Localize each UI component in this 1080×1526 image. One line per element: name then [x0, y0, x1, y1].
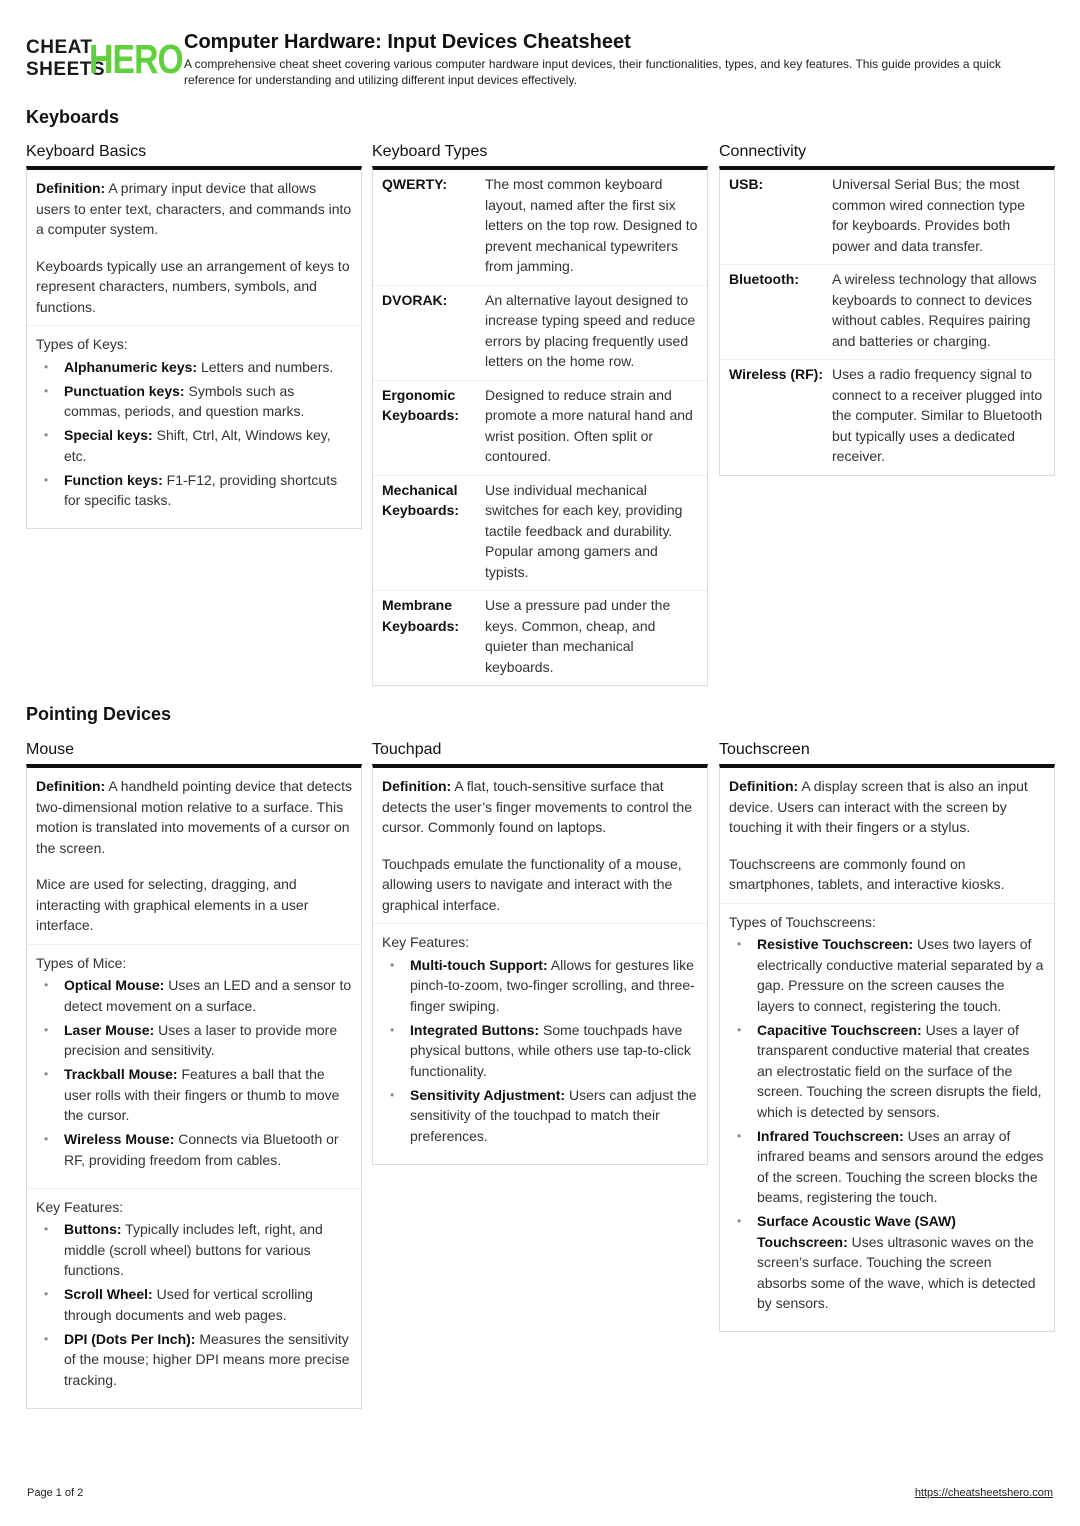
touchscreen-note: Touchscreens are commonly found on smartphones, tablets, and interactive kiosks.: [729, 855, 1005, 892]
list-item: [757, 1126, 1045, 1208]
item-label: Punctuation keys:: [64, 382, 185, 399]
definition-text: A display screen that is also an input device. Users can interact with the screen by touching it with their fingers or a stylus.: [729, 778, 1028, 835]
item-label: Multi-touch Support:: [410, 956, 548, 973]
keyboard-types-title: Keyboard Types: [372, 143, 488, 160]
item-label: Alphanumeric keys:: [64, 358, 198, 375]
item-label: Wireless Mouse:: [64, 1131, 175, 1147]
item-text: Symbols such as commas, periods, and question marks.: [64, 382, 305, 419]
item-text: Uses ultrasonic waves on the screen’s surface. Touching the screen absorbs some of the wave, which is detected by sensors.: [757, 1233, 1036, 1311]
mouse-definition: [36, 776, 352, 858]
key-types-list: [36, 357, 352, 511]
item-text: Uses a laser to provide more precision and sensitivity.: [64, 1021, 338, 1058]
item-label: Special keys:: [64, 427, 153, 443]
site-link[interactable]: https://cheatsheetshero.com: [914, 1487, 1053, 1499]
keyboard-key-types-block: [27, 326, 361, 528]
keyboard-basics-title: Keyboard Basics: [26, 143, 147, 160]
item-text: Uses an array of infrared beams and sensors around the edges of the screen. Touching the screen blocks the beams, registering the touch.: [757, 1127, 1044, 1205]
page-header: [26, 30, 1056, 90]
page-subtitle: A comprehensive cheat sheet covering various computer hardware input devices, their functionalities, types, and key features. This guide provides a quick reference for understanding and utilizing different input devices effectively.: [184, 57, 1001, 87]
table-row: [373, 476, 707, 592]
row-term: Wireless (RF):: [729, 366, 824, 382]
item-text: Letters and numbers.: [197, 358, 334, 375]
row-term: USB:: [729, 176, 764, 192]
connectivity-card: [719, 166, 1055, 476]
touchpad-features-block: [373, 924, 707, 1164]
table-row: [373, 381, 707, 476]
item-label: Resistive Touchscreen:: [757, 936, 914, 952]
item-label: Infrared Touchscreen:: [757, 1127, 904, 1144]
touchpad-features-list: [382, 955, 698, 1147]
row-desc: Use a pressure pad under the keys. Common, cheap, and quieter than mechanical keyboards.: [485, 597, 671, 675]
list-item: [64, 381, 352, 422]
row-term: Membrane Keyboards:: [382, 597, 460, 634]
touchscreen-types-heading: Types of Touchscreens:: [729, 913, 876, 930]
list-item: [64, 1129, 352, 1170]
keyboard-note: Keyboards typically use an arrangement of keys to represent characters, numbers, symbols, and functions.: [36, 257, 350, 315]
logo-sheets-text: SHEETS: [26, 59, 106, 80]
definition-label: Definition:: [36, 778, 106, 794]
logo-hero-text: HERO: [89, 36, 183, 82]
row-desc: An alternative layout designed to increase typing speed and reduce errors by placing frequently used letters on the home row.: [485, 291, 696, 369]
touchscreen-definition-block: [720, 768, 1054, 904]
row-term: DVORAK:: [382, 291, 448, 308]
item-label: DPI (Dots Per Inch):: [64, 1330, 196, 1347]
row-desc: Use individual mechanical switches for each key, providing tactile feedback and durability. Popular among gamers and typists.: [485, 481, 683, 580]
row-desc: A wireless technology that allows keyboards to connect to devices without cables. Requires pairing and batteries or charging.: [832, 271, 1037, 349]
definition-text: A handheld pointing device that detects two-dimensional motion relative to a surface. This motion is translated into movements of a cursor on the screen.: [36, 778, 352, 856]
list-item: [757, 1020, 1045, 1123]
item-text: Some touchpads have physical buttons, while others use tap-to-click functionality.: [410, 1021, 691, 1079]
item-text: Typically includes left, right, and middle (scroll wheel) buttons for various functions.: [64, 1221, 323, 1278]
list-item: [410, 1085, 698, 1147]
mouse-column: [26, 740, 362, 1409]
list-item: [64, 1219, 352, 1281]
row-desc: Uses a radio frequency signal to connect to a receiver plugged into the computer. Similar to Bluetooth but typically uses a dedicated receiver.: [832, 366, 1043, 464]
definition-label: Definition:: [382, 778, 452, 794]
item-text: Connects via Bluetooth or RF, providing freedom from cables.: [64, 1131, 339, 1168]
table-row: [720, 265, 1054, 360]
table-row: [373, 591, 707, 685]
list-item: [64, 1064, 352, 1126]
keyboard-definition: [36, 178, 352, 240]
mouse-note: Mice are used for selecting, dragging, and interacting with graphical elements in a user interface.: [36, 876, 309, 933]
mouse-types-heading: Types of Mice:: [36, 954, 127, 971]
section-title-keyboards: Keyboards: [26, 107, 120, 127]
section-title-pointing-devices: Pointing Devices: [26, 704, 172, 724]
keyboard-basics-column: [26, 142, 362, 529]
key-types-heading: Types of Keys:: [36, 336, 128, 352]
list-item: [64, 1329, 352, 1391]
touchpad-column: [372, 740, 708, 1165]
mouse-features-list: [36, 1219, 352, 1390]
item-text: Shift, Ctrl, Alt, Windows key, etc.: [64, 427, 331, 464]
touchscreen-types-list: [729, 934, 1045, 1314]
keyboard-types-card: [372, 166, 708, 686]
list-item: [64, 425, 352, 466]
mouse-types-block: [27, 945, 361, 1189]
row-desc: Designed to reduce strain and promote a more natural hand and wrist position. Often split or contoured.: [485, 386, 693, 464]
touchpad-note: Touchpads emulate the functionality of a mouse, allowing users to navigate and interact with the graphical interface.: [382, 855, 682, 913]
item-text: Users can adjust the sensitivity of the touchpad to match their preferences.: [410, 1086, 697, 1144]
mouse-features-block: [27, 1189, 361, 1408]
touchscreen-types-block: [720, 904, 1054, 1332]
row-term: Bluetooth:: [729, 271, 799, 287]
row-term: QWERTY:: [382, 176, 448, 192]
item-text: Features a ball that the user rolls with their fingers or thumb to move the cursor.: [64, 1066, 340, 1123]
keyboard-basics-card: [26, 166, 362, 529]
item-label: Scroll Wheel:: [64, 1286, 153, 1302]
list-item: [64, 1020, 352, 1061]
keyboard-basics-definition-block: [27, 170, 361, 326]
item-text: Uses an LED and a sensor to detect movement on a surface.: [64, 977, 352, 1014]
touchpad-definition-block: [373, 768, 707, 924]
touchpad-title: Touchpad: [372, 741, 442, 758]
item-label: Optical Mouse:: [64, 977, 165, 993]
item-text: Used for vertical scrolling through documents and web pages.: [64, 1286, 313, 1323]
list-item: [64, 470, 352, 511]
touchscreen-definition: [729, 776, 1045, 838]
item-text: Allows for gestures like pinch-to-zoom, two-finger scrolling, and three-finger swiping.: [410, 956, 695, 1014]
table-row: [373, 170, 707, 286]
row-term: Ergonomic Keyboards:: [382, 386, 460, 423]
row-desc: Universal Serial Bus; the most common wired connection type for keyboards. Provides both power and data transfer.: [832, 176, 1025, 254]
table-row: [720, 170, 1054, 265]
touchscreen-column: [719, 740, 1055, 1332]
touchpad-card: [372, 764, 708, 1165]
touchscreen-card: [719, 764, 1055, 1332]
keyboard-types-column: [372, 142, 708, 686]
item-label: Function keys:: [64, 471, 163, 488]
list-item: [410, 1020, 698, 1082]
table-row: [720, 360, 1054, 475]
item-label: Buttons:: [64, 1221, 122, 1237]
row-term: Mechanical Keyboards:: [382, 481, 460, 518]
list-item: [757, 934, 1045, 1016]
item-text: F1-F12, providing shortcuts for specific tasks.: [64, 471, 338, 508]
connectivity-title: Connectivity: [719, 143, 807, 160]
item-label: Laser Mouse:: [64, 1021, 155, 1038]
item-text: Uses a layer of transparent conductive material that creates an electrostatic field on the surface of the screen. Touching the screen disrupts the field, which is detected by sensors.: [757, 1021, 1042, 1120]
touchpad-definition: [382, 776, 698, 838]
list-item: [64, 1284, 352, 1325]
list-item: [757, 1211, 1045, 1314]
item-label: Capacitive Touchscreen:: [757, 1021, 922, 1038]
item-label: Surface Acoustic Wave (SAW) Touchscreen:: [757, 1213, 956, 1250]
mouse-title: Mouse: [26, 741, 75, 758]
list-item: [64, 357, 352, 378]
cheatsheetshero-logo[interactable]: [26, 36, 183, 82]
list-item: [410, 955, 698, 1017]
table-row: [373, 286, 707, 381]
item-label: Trackball Mouse:: [64, 1066, 178, 1082]
list-item: [64, 975, 352, 1016]
mouse-features-heading: Key Features:: [36, 1198, 124, 1215]
mouse-definition-block: [27, 768, 361, 945]
row-desc: The most common keyboard layout, named after the first six letters on the top row. Designed to prevent mechanical typewriters from jamming.: [485, 176, 698, 274]
item-text: Measures the sensitivity of the mouse; higher DPI means more precise tracking.: [64, 1330, 350, 1388]
page-number: Page 1 of 2: [27, 1487, 84, 1499]
touchpad-features-heading: Key Features:: [382, 934, 470, 950]
definition-text: A flat, touch-sensitive surface that detects the user’s finger movements to control the cursor. Commonly found on laptops.: [382, 778, 692, 835]
logo-cheat-text: CHEAT: [26, 37, 93, 58]
item-label: Sensitivity Adjustment:: [410, 1086, 566, 1103]
touchscreen-title: Touchscreen: [719, 741, 810, 758]
definition-text: A primary input device that allows users to enter text, characters, and commands into a computer system.: [36, 180, 352, 237]
definition-label: Definition:: [36, 180, 106, 196]
definition-label: Definition:: [729, 778, 799, 794]
mouse-types-list: [36, 975, 352, 1170]
mouse-card: [26, 764, 362, 1409]
connectivity-column: [719, 142, 1055, 476]
page-title: Computer Hardware: Input Devices Cheatsheet: [184, 31, 631, 53]
item-label: Integrated Buttons:: [410, 1021, 540, 1038]
item-text: Uses two layers of electrically conductive material separated by a gap. Pressure on the screen causes the layers to connect, registering the touch.: [757, 936, 1044, 1014]
